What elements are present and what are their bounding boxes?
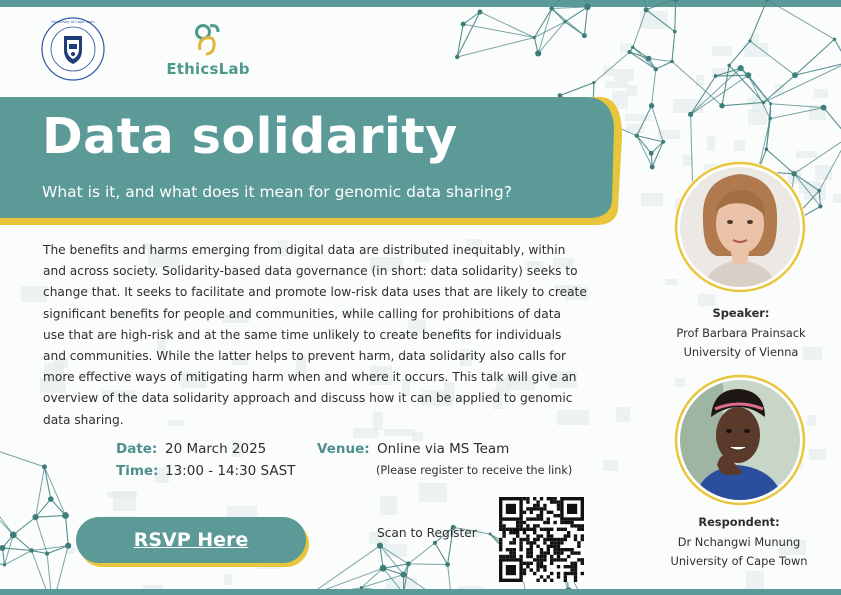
respondent-caption bbox=[664, 513, 814, 572]
speaker-role: Speaker: bbox=[712, 306, 770, 320]
speaker-affiliation: University of Vienna bbox=[683, 345, 799, 359]
bottom-accent-bar bbox=[0, 589, 841, 595]
abstract-line: overview of the data solidarity approach and discuss how it can be applied to genomic bbox=[43, 391, 573, 406]
svg-text:University of Cape Town: University of Cape Town bbox=[51, 20, 95, 24]
uct-seal-logo bbox=[40, 16, 106, 82]
qr-code-icon[interactable] bbox=[499, 497, 584, 582]
speaker-caption bbox=[666, 304, 816, 363]
page-title: Data solidarity bbox=[42, 108, 458, 165]
ethicslab-mark-icon bbox=[158, 22, 258, 60]
abstract-line: change that. It seeks to facilitate and promote low-risk data uses that are likely to create bbox=[43, 285, 587, 300]
abstract-text bbox=[43, 240, 665, 431]
date-value: 20 March 2025 bbox=[165, 441, 267, 457]
date-label: Date: bbox=[116, 441, 158, 457]
ethicslab-logo bbox=[158, 22, 258, 82]
abstract-line: use that are high-risk and at the same time unlikely to create benefits for individuals bbox=[43, 327, 562, 342]
respondent-name: Dr Nchangwi Munung bbox=[677, 534, 801, 549]
scan-to-register-label: Scan to Register bbox=[377, 526, 477, 540]
page-subtitle: What is it, and what does it mean for genomic data sharing? bbox=[42, 183, 512, 201]
speaker-name: Prof Barbara Prainsack bbox=[676, 325, 806, 340]
ethicslab-wordmark: EthicsLab bbox=[166, 60, 250, 78]
abstract-line: more effective ways of mitigating harm when and where it occurs. This talk will give an bbox=[43, 370, 577, 385]
venue-value: Online via MS Team bbox=[377, 441, 510, 457]
respondent-affiliation: University of Cape Town bbox=[670, 554, 808, 568]
abstract-line: significant benefits for people and communities, while calling for prohibitions of data bbox=[43, 306, 561, 321]
time-value: 13:00 - 14:30 SAST bbox=[165, 463, 296, 479]
respondent-role: Respondent: bbox=[698, 515, 780, 529]
abstract-line: and communities. While the latter helps to prevent harm, data solidarity also calls for bbox=[43, 349, 567, 364]
rsvp-button[interactable] bbox=[76, 517, 306, 563]
abstract-line: and across society. Solidarity-based data governance (in short: data solidarity) seeks to bbox=[43, 264, 578, 279]
abstract-line: data sharing. bbox=[43, 412, 124, 427]
venue-note: (Please register to receive the link) bbox=[376, 464, 573, 477]
time-label: Time: bbox=[116, 463, 159, 479]
respondent-portrait bbox=[673, 373, 807, 507]
speaker-portrait bbox=[673, 160, 807, 294]
venue-label: Venue: bbox=[317, 441, 370, 457]
rsvp-button-label[interactable]: RSVP Here bbox=[133, 529, 249, 551]
abstract-line: The benefits and harms emerging from digital data are distributed inequitably, within bbox=[43, 243, 566, 257]
